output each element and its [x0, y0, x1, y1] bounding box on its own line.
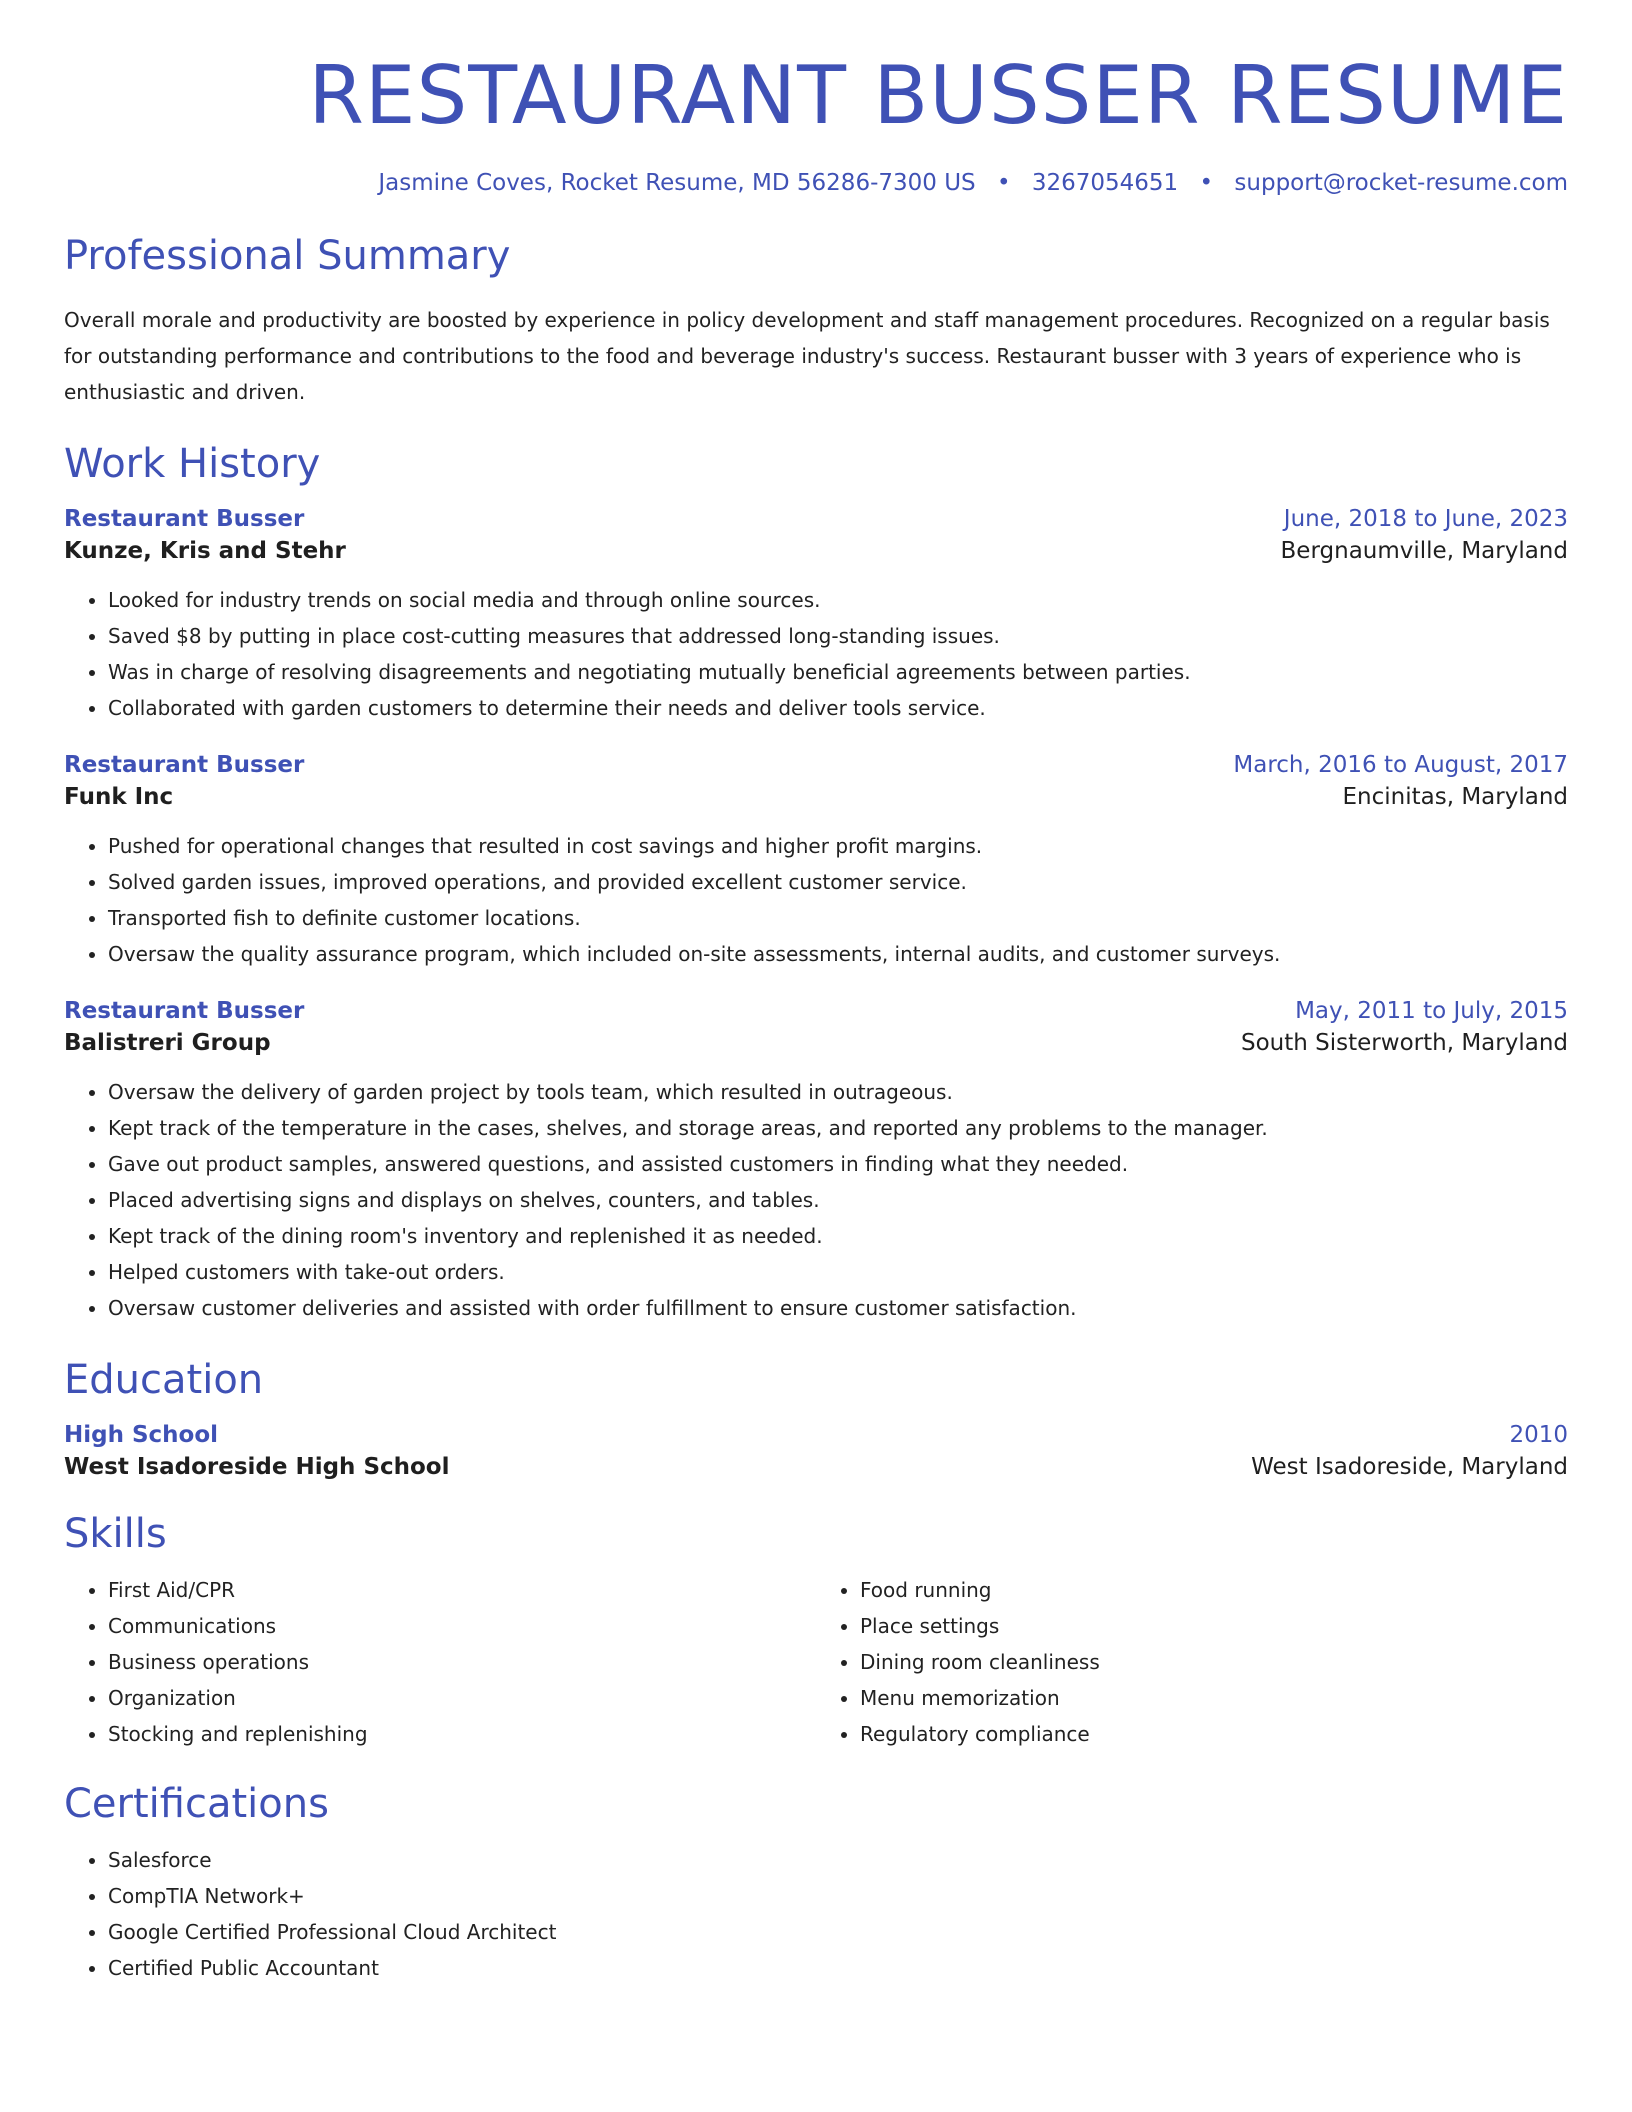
education-heading: Education	[64, 1357, 264, 1403]
skill-item: • Stocking and replenishing	[108, 1716, 816, 1752]
job-bullet: • Was in charge of resolving disagreements and negotiating mutually beneficial agreements between parties.	[108, 654, 1568, 690]
job-bullet: • Helped customers with take-out orders.	[108, 1254, 1568, 1290]
job-bullet: • Collaborated with garden customers to determine their needs and deliver tools service.	[108, 690, 1568, 726]
job-company-row	[64, 538, 1568, 564]
job-bullets	[64, 582, 1568, 726]
job-bullet: • Oversaw the quality assurance program, which included on-site assessments, internal audits, and customer surveys.	[108, 936, 1568, 972]
job-company: Balistreri Group	[64, 1030, 271, 1056]
job-bullet: • Kept track of the temperature in the cases, shelves, and storage areas, and reported any problems to the manager.	[108, 1110, 1568, 1146]
job-title: Restaurant Busser	[64, 506, 305, 532]
certification-item: • Certified Public Accountant	[108, 1950, 1568, 1986]
skill-item: • Business operations	[108, 1644, 816, 1680]
job-header-row	[64, 998, 1568, 1024]
job-entry	[64, 998, 1568, 1326]
education-school-row	[64, 1454, 1568, 1480]
work-history-heading: Work History	[64, 441, 321, 487]
job-bullet: • Oversaw customer deliveries and assisted with order fulfillment to ensure customer satisfaction.	[108, 1290, 1568, 1326]
education-section	[64, 1356, 1568, 1480]
skills-heading: Skills	[64, 1511, 167, 1557]
job-company-row	[64, 784, 1568, 810]
skill-item: • Menu memorization	[860, 1680, 1568, 1716]
education-header-row	[64, 1422, 1568, 1448]
job-header-row	[64, 752, 1568, 778]
certifications-heading: Certifications	[64, 1781, 329, 1827]
job-company: Funk Inc	[64, 784, 174, 810]
skill-item: • Organization	[108, 1680, 816, 1716]
certifications-section	[64, 1780, 1568, 1986]
contact-email: support@rocket-resume.com	[1234, 170, 1568, 196]
job-bullet: • Pushed for operational changes that resulted in cost savings and higher profit margins.	[108, 828, 1568, 864]
skills-list-right	[816, 1572, 1568, 1752]
job-title: Restaurant Busser	[64, 998, 305, 1024]
contact-phone: 3267054651	[1031, 170, 1179, 196]
certification-item: • CompTIA Network+	[108, 1878, 1568, 1914]
skill-item: • Dining room cleanliness	[860, 1644, 1568, 1680]
certifications-list	[64, 1842, 1568, 1986]
contact-separator: •	[1199, 170, 1214, 196]
skill-item: • Food running	[860, 1572, 1568, 1608]
skills-section	[64, 1510, 1568, 1752]
job-location: Encinitas, Maryland	[1342, 784, 1568, 810]
job-bullet: • Looked for industry trends on social media and through online sources.	[108, 582, 1568, 618]
certification-item: • Salesforce	[108, 1842, 1568, 1878]
skill-item: • Regulatory compliance	[860, 1716, 1568, 1752]
resume-page	[64, 0, 1568, 1986]
contact-address: Jasmine Coves, Rocket Resume, MD 56286-7300 US	[378, 170, 976, 196]
education-year: 2010	[1509, 1422, 1568, 1448]
job-entry	[64, 506, 1568, 726]
education-school: West Isadoreside High School	[64, 1454, 450, 1480]
education-entry	[64, 1422, 1568, 1480]
job-dates: June, 2018 to June, 2023	[1283, 506, 1568, 532]
job-bullet: • Kept track of the dining room's inventory and replenished it as needed.	[108, 1218, 1568, 1254]
skill-item: • First Aid/CPR	[108, 1572, 816, 1608]
skill-item: • Communications	[108, 1608, 816, 1644]
job-company-row	[64, 1030, 1568, 1056]
resume-title: RESTAURANT BUSSER RESUME	[308, 49, 1568, 142]
skills-grid	[64, 1572, 1568, 1752]
job-company: Kunze, Kris and Stehr	[64, 538, 346, 564]
job-bullet: • Placed advertising signs and displays on shelves, counters, and tables.	[108, 1182, 1568, 1218]
contact-separator: •	[996, 170, 1011, 196]
contact-line	[64, 170, 1568, 196]
job-bullet: • Oversaw the delivery of garden project by tools team, which resulted in outrageous.	[108, 1074, 1568, 1110]
job-header-row	[64, 506, 1568, 532]
certification-item: • Google Certified Professional Cloud Architect	[108, 1914, 1568, 1950]
summary-heading: Professional Summary	[64, 233, 511, 279]
job-bullet: • Gave out product samples, answered questions, and assisted customers in finding what they needed.	[108, 1146, 1568, 1182]
skills-list-left	[64, 1572, 816, 1752]
job-bullet: • Transported fish to definite customer locations.	[108, 900, 1568, 936]
job-dates: March, 2016 to August, 2017	[1233, 752, 1568, 778]
summary-section	[64, 232, 1568, 410]
job-title: Restaurant Busser	[64, 752, 305, 778]
summary-text: Overall morale and productivity are boosted by experience in policy development and staff management procedures. Recognized on a regular basis for outstanding performance and contributions to the food and beverage industry's success. Restaurant busser with 3 years of experience who is enthusiastic and driven.	[64, 308, 1550, 404]
job-bullet: • Solved garden issues, improved operations, and provided excellent customer service.	[108, 864, 1568, 900]
job-bullets	[64, 1074, 1568, 1326]
job-dates: May, 2011 to July, 2015	[1295, 998, 1568, 1024]
job-location: South Sisterworth, Maryland	[1241, 1030, 1568, 1056]
work-history-section	[64, 440, 1568, 1326]
education-degree: High School	[64, 1422, 219, 1448]
job-entry	[64, 752, 1568, 972]
skill-item: • Place settings	[860, 1608, 1568, 1644]
job-location: Bergnaumville, Maryland	[1280, 538, 1568, 564]
education-location: West Isadoreside, Maryland	[1251, 1454, 1568, 1480]
job-bullets	[64, 828, 1568, 972]
job-bullet: • Saved $8 by putting in place cost-cutting measures that addressed long-standing issues.	[108, 618, 1568, 654]
